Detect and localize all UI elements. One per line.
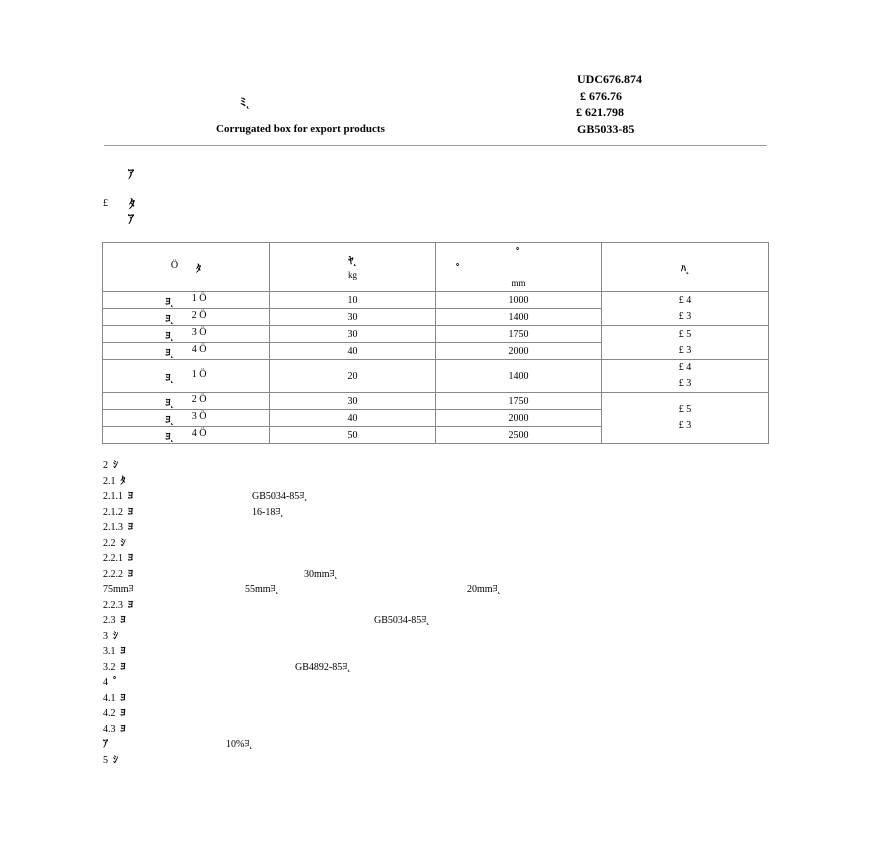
section-line-2-1-1-ref: GB5034-85ﾖ˛ <box>252 491 308 502</box>
document-subtitle: Corrugated box for export products <box>216 123 385 135</box>
section-line-3-1: 3.1 ﾖ <box>103 646 126 657</box>
section-line-4-1: 4.1 ﾖ <box>103 693 126 704</box>
preamble-line-2-b: ﾀ <box>129 197 136 211</box>
header-weight: ﾔ˛ kg <box>270 243 436 292</box>
header-grade: ﾊ˛ <box>602 243 769 292</box>
section-line-4-2: 4.2 ﾖ <box>103 708 126 719</box>
section-line-2-2-3: 2.2.3 ﾖ <box>103 600 133 611</box>
section-line-3-2: 3.2 ﾖ <box>103 662 126 673</box>
classification-code-2: £ 621.798 <box>576 105 624 119</box>
section-line-2-1-2-ref: 16-18ﾖ˛ <box>252 507 284 518</box>
section-line-2-1-3: 2.1.3 ﾖ <box>103 522 133 533</box>
section-line-2-2-1: 2.2.1 ﾖ <box>103 553 133 564</box>
section-line-2-2-2: 2.2.2 ﾖ <box>103 569 133 580</box>
preamble-line-2-a: £ <box>103 198 108 209</box>
section-line-5: 5 ｼ <box>103 755 118 766</box>
table-row: ﾖ˛ 2 Ö 30 1400 <box>103 309 769 326</box>
table-row: ﾖ˛ 3 Ö 30 1750 £ 5 £ 3 <box>103 326 769 343</box>
section-line-2-2: 2.2 ｼ <box>103 538 126 549</box>
section-line-4-3: 4.3 ﾖ <box>103 724 126 735</box>
preamble-line-3: ｱ <box>128 212 135 226</box>
classification-code-1: £ 676.76 <box>580 89 622 103</box>
header-type: Ö ﾀ <box>103 243 270 292</box>
title-glyph: ﾐ˛ <box>240 95 250 109</box>
section-line-75mm: 75mmﾖ <box>103 584 134 595</box>
section-line-3-2-ref: GB4892-85ﾖ˛ <box>295 662 351 673</box>
section-line-2: 2 ｼ <box>103 460 118 471</box>
header-divider <box>104 145 767 146</box>
standard-number: GB5033-85 <box>577 122 635 136</box>
table-row: ﾖ˛ 1 Ö 10 1000 £ 4 £ 3 <box>103 292 769 309</box>
section-line-20mm: 20mmﾖ˛ <box>467 584 501 595</box>
header-perimeter: ﾟ ﾟ mm <box>436 243 602 292</box>
section-line-2-1: 2.1 ﾀ <box>103 476 126 487</box>
section-line-2-3: 2.3 ﾖ <box>103 615 126 626</box>
section-line-3: 3 ｼ <box>103 631 118 642</box>
section-line-2-1-2: 2.1.2 ﾖ <box>103 507 133 518</box>
section-line-note-ref: 10%ﾖ˛ <box>226 739 253 750</box>
table-row: ﾖ˛ 1 Ö 20 1400 £ 4 £ 3 <box>103 360 769 393</box>
table-row: ﾖ˛ 4 Ö 40 2000 <box>103 343 769 360</box>
section-line-2-3-ref: GB5034-85ﾖ˛ <box>374 615 430 626</box>
section-line-4: 4 ﾟ <box>103 677 118 688</box>
section-line-note: ｱ <box>103 739 108 750</box>
udc-code: UDC676.874 <box>577 72 642 86</box>
table-header-row <box>103 243 769 292</box>
table-row: ﾖ˛ 2 Ö 30 1750 £ 5 £ 3 <box>103 393 769 410</box>
table-row: ﾖ˛ 4 Ö 50 2500 <box>103 427 769 444</box>
table-row: ﾖ˛ 3 Ö 40 2000 <box>103 410 769 427</box>
specification-table <box>102 242 769 444</box>
section-line-55mm: 55mmﾖ˛ <box>245 584 279 595</box>
section-line-2-2-2-ref: 30mmﾖ˛ <box>304 569 338 580</box>
section-line-2-1-1: 2.1.1 ﾖ <box>103 491 133 502</box>
preamble-line-1: ｱ <box>128 167 135 181</box>
